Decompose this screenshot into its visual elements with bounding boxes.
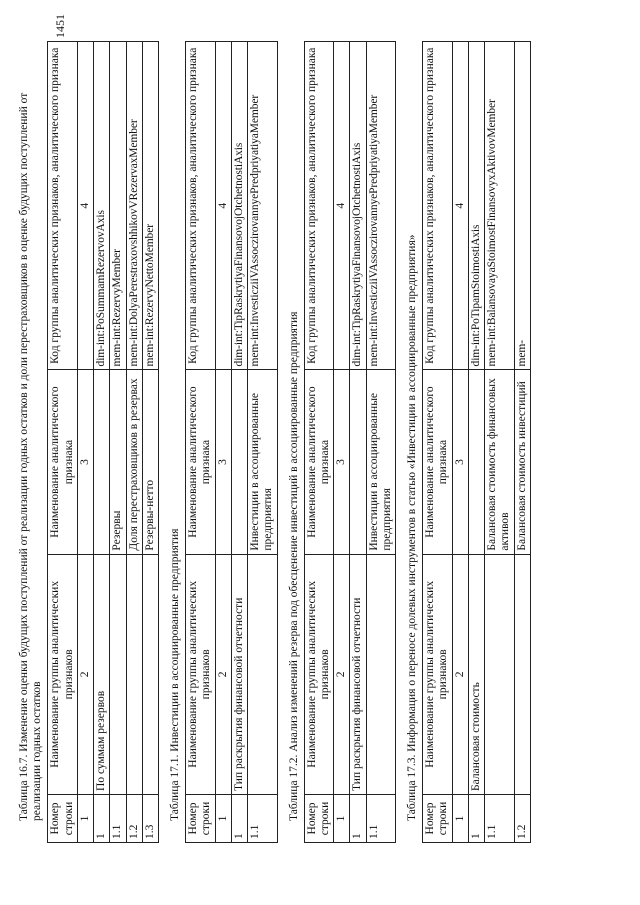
cell-group: Балансовая стоимость — [468, 554, 484, 794]
cell-num: 1.2 — [514, 794, 530, 842]
cell-feature — [231, 370, 247, 554]
column-header: Код группы аналитических признаков, аналитического признака — [423, 42, 452, 370]
cell-num: 1 — [94, 794, 110, 842]
cell-code: dim-int:TipRaskrytiyaFinansovojOtchetnostiAxis — [350, 42, 366, 370]
column-number: 1 — [452, 794, 468, 842]
column-number: 3 — [77, 370, 93, 554]
header-row — [48, 42, 77, 843]
cell-feature — [350, 370, 366, 554]
table-caption: Таблица 16.7. Изменение оценки будущих поступлений от реализации годных остатков и доли перестраховщиков в оценке будущих поступлений от реализации годных остатков — [18, 92, 44, 821]
cell-code: dim-int:TipRaskrytiyaFinansovojOtchetnostiAxis — [231, 42, 247, 370]
header-row — [304, 42, 333, 843]
cell-group: Тип раскрытия финансовой отчетности — [350, 554, 366, 794]
column-number: 4 — [77, 42, 93, 370]
column-header: Наименование аналитического признака — [304, 370, 333, 554]
cell-code: dim-int:PoSummamRezervovAxis — [94, 42, 110, 370]
table-row — [248, 42, 277, 843]
column-number: 4 — [452, 42, 468, 370]
column-number: 3 — [334, 370, 350, 554]
column-header: Наименование группы аналитических признаков — [304, 554, 333, 794]
header-row — [423, 42, 452, 843]
cell-feature: Балансовая стоимость инвестиций — [514, 370, 530, 554]
column-number: 3 — [215, 370, 231, 554]
cell-code: mem-int:InvesticziiVAssoczirovannyePredpriyatiyaMember — [248, 42, 277, 370]
document-content — [18, 41, 541, 843]
column-header: Номер строки — [186, 794, 215, 842]
column-header: Код группы аналитических признаков, аналитического признака — [186, 42, 215, 370]
cell-group: Тип раскрытия финансовой отчетности — [231, 554, 247, 794]
cell-num: 1.1 — [248, 794, 277, 842]
table-row — [366, 42, 395, 843]
cell-num: 1.3 — [142, 794, 158, 842]
cell-num: 1.1 — [110, 794, 126, 842]
cell-feature: Резервы-нетто — [142, 370, 158, 554]
column-number: 1 — [334, 794, 350, 842]
table-caption: Таблица 17.3. Информация о переносе долевых инструментов в статью «Инвестиции в ассоциированные предприятия» — [406, 234, 419, 821]
column-number: 1 — [215, 794, 231, 842]
column-header: Код группы аналитических признаков, аналитического признака — [48, 42, 77, 370]
column-number: 1 — [77, 794, 93, 842]
cell-group — [142, 554, 158, 794]
cell-num: 1 — [231, 794, 247, 842]
column-header: Номер строки — [304, 794, 333, 842]
cell-feature: Резервы — [110, 370, 126, 554]
numbering-row — [334, 42, 350, 843]
cell-group — [485, 554, 514, 794]
column-header: Наименование группы аналитических признаков — [48, 554, 77, 794]
table-row — [126, 42, 142, 843]
data-table — [185, 41, 277, 843]
table-row — [350, 42, 366, 843]
cell-num: 1.2 — [126, 794, 142, 842]
table-row — [514, 42, 530, 843]
cell-group — [126, 554, 142, 794]
cell-feature: Балансовая стоимость финансовых активов — [485, 370, 514, 554]
table-row — [231, 42, 247, 843]
cell-code: dim-int:PoTipamStoimostiAxis — [468, 42, 484, 370]
numbering-row — [77, 42, 93, 843]
table-row — [485, 42, 514, 843]
column-number: 3 — [452, 370, 468, 554]
cell-group — [110, 554, 126, 794]
page-number: 1451 — [53, 14, 67, 38]
column-number: 4 — [215, 42, 231, 370]
data-table — [304, 41, 396, 843]
table-row — [94, 42, 110, 843]
column-number: 2 — [452, 554, 468, 794]
cell-code: mem-int:RezervyNettoMember — [142, 42, 158, 370]
cell-code: mem-int:BalansovayaStoimostFinansovyxAktivovMember — [485, 42, 514, 370]
column-number: 4 — [334, 42, 350, 370]
numbering-row — [452, 42, 468, 843]
numbering-row — [215, 42, 231, 843]
column-header: Номер строки — [48, 794, 77, 842]
column-header: Наименование аналитического признака — [423, 370, 452, 554]
cell-code: mem-int:DolyaPerestraxovshhikovVRezervaxMember — [126, 42, 142, 370]
cell-feature: Инвестиции в ассоциированные предприятия — [366, 370, 395, 554]
column-number: 2 — [334, 554, 350, 794]
cell-num: 1 — [350, 794, 366, 842]
table-row — [142, 42, 158, 843]
column-header: Наименование группы аналитических признаков — [186, 554, 215, 794]
column-header: Наименование аналитического признака — [48, 370, 77, 554]
column-number: 2 — [77, 554, 93, 794]
cell-code: mem-int:InvesticziiVAssoczirovannyePredpriyatiyaMember — [366, 42, 395, 370]
table-row — [110, 42, 126, 843]
data-table — [422, 41, 531, 843]
cell-feature — [468, 370, 484, 554]
table-row — [468, 42, 484, 843]
table-caption: Таблица 17.1. Инвестиции в ассоциированные предприятия — [168, 528, 181, 821]
column-header: Номер строки — [423, 794, 452, 842]
cell-code: mem- — [514, 42, 530, 370]
data-table — [47, 41, 159, 843]
table-caption: Таблица 17.2. Анализ изменений резерва под обесценение инвестиций в ассоциированные предприятия — [287, 311, 300, 821]
cell-feature: Инвестиции в ассоциированные предприятия — [248, 370, 277, 554]
cell-num: 1 — [468, 794, 484, 842]
cell-feature: Доля перестраховщиков в резервах — [126, 370, 142, 554]
column-header: Наименование аналитического признака — [186, 370, 215, 554]
cell-num: 1.1 — [485, 794, 514, 842]
cell-group — [514, 554, 530, 794]
header-row — [186, 42, 215, 843]
column-header: Код группы аналитических признаков, аналитического признака — [304, 42, 333, 370]
column-header: Наименование группы аналитических признаков — [423, 554, 452, 794]
cell-group — [366, 554, 395, 794]
cell-num: 1.1 — [366, 794, 395, 842]
column-number: 2 — [215, 554, 231, 794]
cell-code: mem-int:RezervyMember — [110, 42, 126, 370]
cell-group: По суммам резервов — [94, 554, 110, 794]
cell-feature — [94, 370, 110, 554]
cell-group — [248, 554, 277, 794]
